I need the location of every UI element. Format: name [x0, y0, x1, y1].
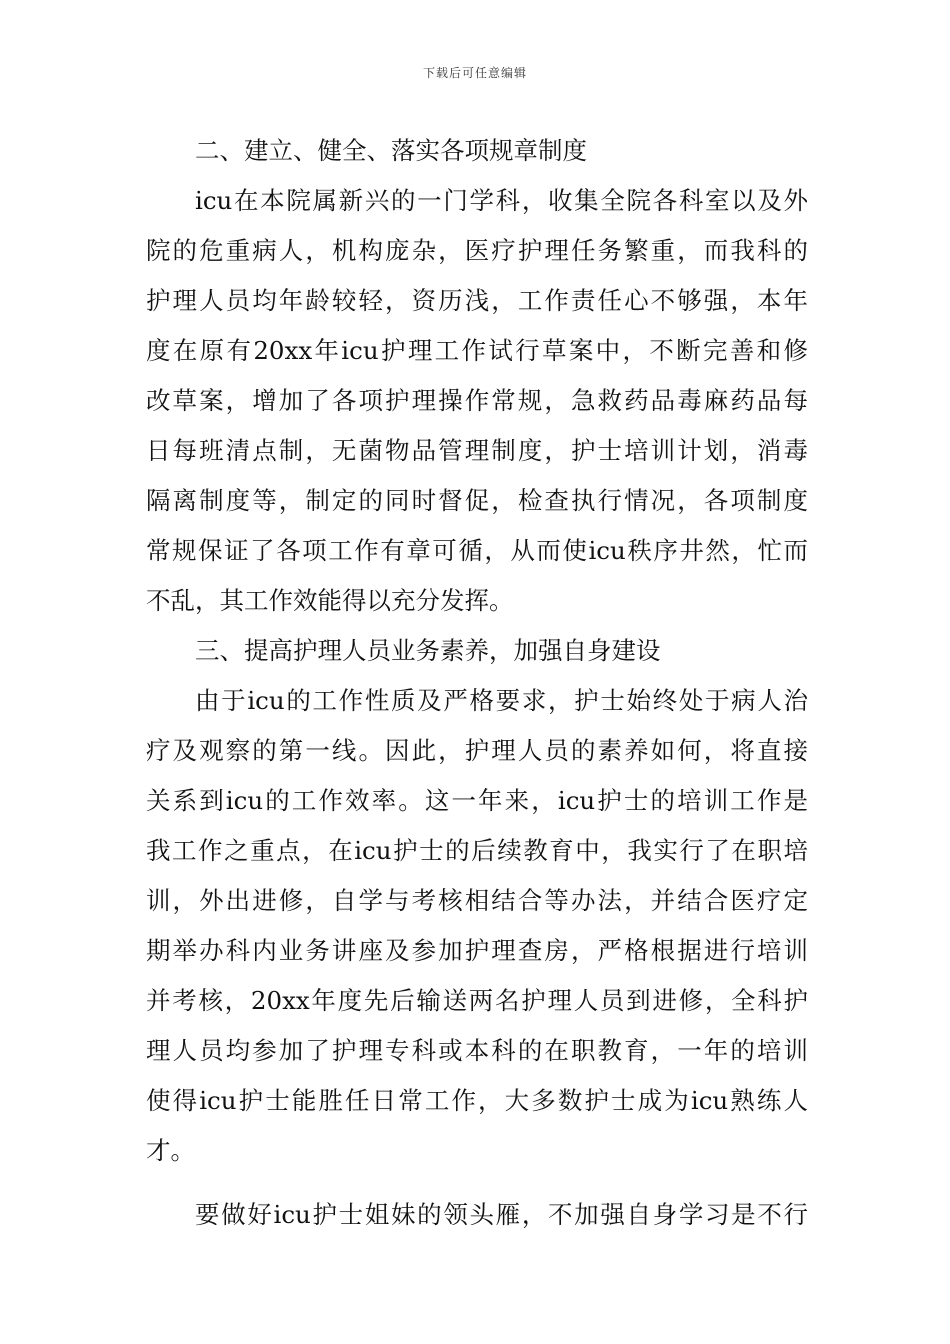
text-line: 常规保证了各项工作有章可循，从而使icu秩序井然，忙而: [146, 536, 808, 565]
text-line: 期举办科内业务讲座及参加护理查房，严格根据进行培训: [146, 936, 808, 965]
text-line: 要做好icu护士姐妹的领头雁，不加强自身学习是不行: [195, 1200, 808, 1229]
text-line: 度在原有20xx年icu护理工作试行草案中，不断完善和修: [146, 336, 808, 365]
text-line: 并考核，20xx年度先后输送两名护理人员到进修，全科护: [146, 986, 808, 1015]
text-line: 使得icu护士能胜任日常工作，大多数护士成为icu熟练人: [146, 1086, 808, 1115]
text-line: 才。: [146, 1136, 195, 1165]
text-line: 疗及观察的第一线。因此，护理人员的素养如何，将直接: [146, 736, 808, 765]
document-body: [146, 126, 808, 1240]
text-line: 护理人员均年龄较轻，资历浅，工作责任心不够强，本年: [146, 286, 808, 315]
text-line: 我工作之重点，在icu护士的后续教育中，我实行了在职培: [146, 836, 808, 865]
page-header: 下载后可任意编辑: [422, 66, 527, 80]
text-line: 三、提高护理人员业务素养，加强自身建设: [195, 636, 661, 665]
text-line: 关系到icu的工作效率。这一年来，icu护士的培训工作是: [146, 786, 808, 815]
text-line: 不乱，其工作效能得以充分发挥。: [146, 586, 514, 615]
text-line: 日每班清点制，无菌物品管理制度，护士培训计划，消毒: [146, 436, 808, 465]
text-line: 二、建立、健全、落实各项规章制度: [195, 136, 587, 165]
text-line: 隔离制度等，制定的同时督促，检查执行情况，各项制度: [146, 486, 808, 515]
text-line: 改草案，增加了各项护理操作常规，急救药品毒麻药品每: [146, 386, 808, 415]
text-line: icu在本院属新兴的一门学科，收集全院各科室以及外: [195, 186, 808, 215]
text-line: 院的危重病人，机构庞杂，医疗护理任务繁重，而我科的: [146, 236, 808, 265]
text-line: 理人员均参加了护理专科或本科的在职教育，一年的培训: [146, 1036, 808, 1065]
text-line: 训，外出进修，自学与考核相结合等办法，并结合医疗定: [146, 886, 808, 915]
text-line: 由于icu的工作性质及严格要求，护士始终处于病人治: [195, 686, 808, 715]
